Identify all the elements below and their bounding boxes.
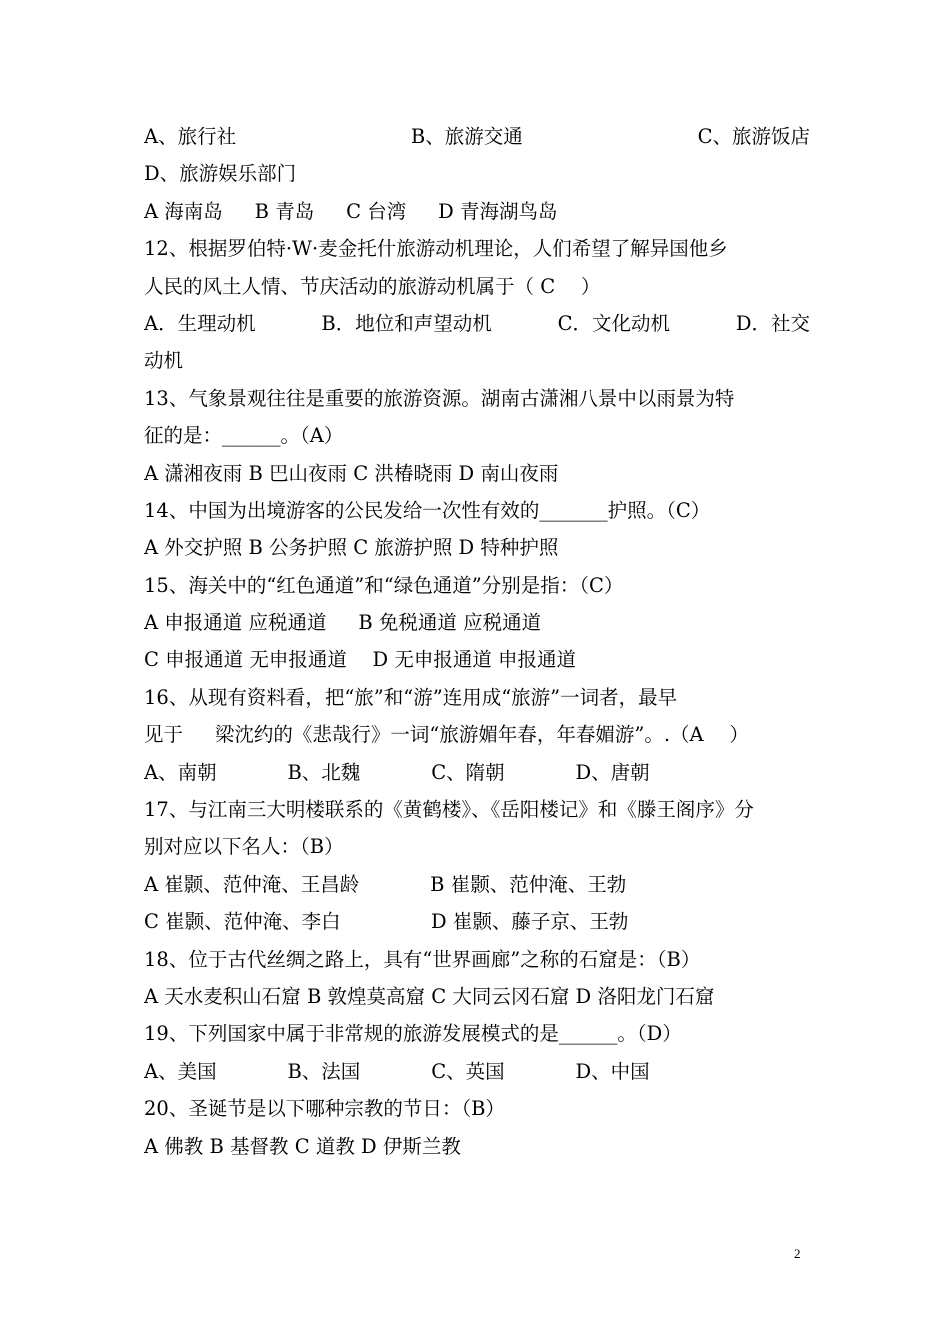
question-16: 16、从现有资料看，把“旅”和“游”连用成“旅游”一词者，最早 [144, 685, 678, 709]
text-line: D、旅游娱乐部门 [144, 162, 297, 186]
text-line: A、美国 B、法国 C、英国 D、中国 [144, 1059, 650, 1083]
text-line [144, 118, 810, 155]
question-13: 13、气象景观往往是重要的旅游资源。湖南古潇湘八景中以雨景为特 [144, 386, 735, 410]
page-number: 2 [794, 1246, 801, 1261]
question-15: 15、海关中的“红色通道”和“绿色通道”分别是指：（C） [144, 573, 624, 597]
text-line: C 申报通道 无申报通道 D 无申报通道 申报通道 [144, 648, 577, 672]
text-line: A 申报通道 应税通道 B 免税通道 应税通道 [144, 611, 542, 635]
text-line: 人民的风土人情、节庆活动的旅游动机属于（ C ） [144, 274, 601, 298]
text-line: A 外交护照 B 公务护照 C 旅游护照 D 特种护照 [144, 536, 559, 560]
question-14: 14、中国为出境游客的公民发给一次性有效的_______护照。（C） [144, 498, 711, 522]
question-12: 12、根据罗伯特·W·麦金托什旅游动机理论，人们希望了解异国他乡 [144, 237, 728, 261]
text-line: A 海南岛 B 青岛 C 台湾 D 青海湖鸟岛 [144, 199, 558, 223]
question-19: 19、下列国家中属于非常规的旅游发展模式的是______。（D） [144, 1022, 682, 1046]
option-b: B、旅游交通 [410, 125, 523, 148]
text-line: 见于 梁沈约的《悲哉行》一词“旅游媚年春，年春媚游”。.（A ） [144, 723, 749, 747]
option-b: B．地位和声望动机 [321, 311, 492, 335]
text-line: A 崔颢、范仲淹、王昌龄 B 崔颢、范仲淹、王勃 [144, 872, 627, 896]
text-line: A、南朝 B、北魏 C、隋朝 D、唐朝 [144, 760, 650, 784]
text-line: A 潇湘夜雨 B 巴山夜雨 C 洪椿晓雨 D 南山夜雨 [144, 461, 559, 485]
option-c: C．文化动机 [557, 311, 671, 335]
text-line: 征的是：______。（A） [144, 424, 344, 448]
option-d: D．社交 [735, 311, 810, 335]
question-18: 18、位于古代丝绸之路上，具有“世界画廊”之称的石窟是：（B） [144, 947, 701, 971]
document-body [144, 118, 810, 1165]
text-line: 别对应以下名人：（B） [144, 835, 344, 859]
text-line: C 崔颢、范仲淹、李白 D 崔颢、藤子京、王勃 [144, 910, 629, 934]
text-line: A 佛教 B 基督教 C 道教 D 伊斯兰教 [144, 1134, 461, 1158]
text-line: 动机 [144, 349, 184, 373]
option-a: A、旅行社 [144, 125, 237, 148]
text-line [144, 305, 810, 342]
option-a: A．生理动机 [144, 311, 256, 335]
option-c: C、旅游饭店 [697, 125, 810, 148]
text-line: A 天水麦积山石窟 B 敦煌莫高窟 C 大同云冈石窟 D 洛阳龙门石窟 [144, 984, 715, 1008]
question-20: 20、圣诞节是以下哪种宗教的节日：（B） [144, 1097, 505, 1121]
question-17: 17、与江南三大明楼联系的《黄鹤楼》、《岳阳楼记》和《滕王阁序》分 [144, 798, 754, 822]
